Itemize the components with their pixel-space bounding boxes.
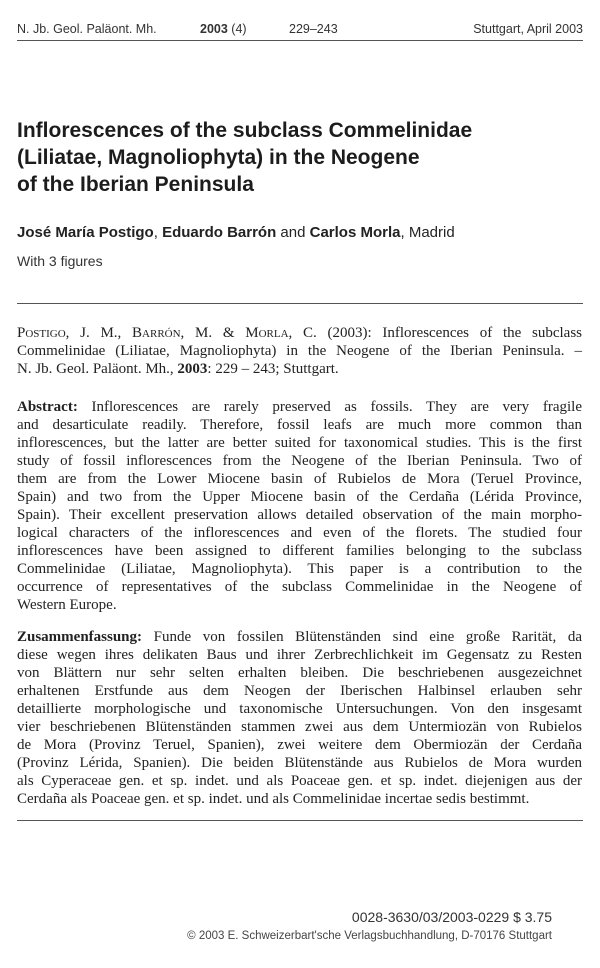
zusammenfassung-line: vier beschriebenen Blütenständen stammen zwei aus dem Untermiozän von Rubielos: [17, 719, 582, 735]
title-line: (Liliatae, Magnoliophyta) in the Neogene: [17, 146, 420, 169]
zusammenfassung-line: von Blättern nur sehr selten erhalten bleiben. Die beschriebenen ausgezeichnet: [17, 665, 582, 681]
abstract: [17, 398, 582, 614]
issue: (4): [231, 22, 247, 36]
abstract-label: Abstract:: [17, 399, 78, 415]
title-line: Inflorescences of the subclass Commelinidae: [17, 119, 473, 142]
citation-line: [17, 324, 582, 342]
author-name: Eduardo Barrón: [162, 224, 277, 241]
abstract-line: study of fossil inflorescences from the Neogene of the Iberian Peninsula. Two of: [17, 453, 582, 469]
copyright-notice: © 2003 E. Schweizerbart'sche Verlagsbuchhandlung, D-70176 Stuttgart: [187, 930, 552, 942]
header-rule: [17, 40, 583, 41]
title-line: of the Iberian Peninsula: [17, 173, 254, 196]
zusammenfassung-line: de Mora (Provinz Teruel, Spanien), zwei weitere dem Obermiozän der Cerdaña: [17, 737, 582, 753]
volume-year: [200, 22, 247, 36]
author-separator: and: [276, 224, 310, 241]
citation-line: [17, 360, 582, 378]
abstract-line: Commelinidae (Liliatae, Magnoliophyta). This paper is a contribution to the: [17, 561, 582, 577]
section-rule: [17, 820, 583, 821]
abstract-line: inflorescences have been assigned to different families belonging to the subclass: [17, 543, 582, 559]
author-location: , Madrid: [400, 224, 455, 241]
citation-authors: Postigo, J. M., Barrón, M. & Morla, C.: [17, 325, 317, 341]
author-name: Carlos Morla: [309, 224, 401, 241]
abstract-line: Western Europe.: [17, 597, 117, 613]
abstract-line: them are from the Lower Miocene basin of Rubielos de Mora (Teruel Province,: [17, 471, 582, 487]
zusammenfassung: [17, 628, 582, 808]
figures-note: With 3 figures: [17, 253, 103, 269]
citation-text: (2003): Inflorescences of the subclass: [316, 325, 583, 341]
zusammenfassung-label: Zusammenfassung:: [17, 629, 143, 645]
running-header: [17, 22, 583, 40]
zusammenfassung-line: detaillierte morphologische und taxonomische Untersuchungen. Von den insgesamt: [17, 701, 582, 717]
citation-journal: N. Jb. Geol. Paläont. Mh.,: [17, 361, 178, 377]
author-line: [17, 224, 455, 241]
journal-name: N. Jb. Geol. Paläont. Mh.: [17, 22, 157, 36]
zusammenfassung-line: [17, 628, 582, 646]
author-separator: ,: [153, 224, 163, 241]
place-date: Stuttgart, April 2003: [473, 22, 583, 36]
issn-price: 0028-3630/03/2003-0229 $ 3.75: [351, 909, 552, 925]
abstract-line: and desarticulate readily. Therefore, fossil leafs are much more common than: [17, 417, 582, 433]
zusammenfassung-line: erhaltenen Erstfunde aus dem Neogen der Iberischen Halbinsel erlauben sehr: [17, 683, 582, 699]
zusammenfassung-line: als Cyperaceae gen. et sp. indet. und als Poaceae gen. et sp. indet. diejenigen aus der: [17, 773, 582, 789]
citation: [17, 324, 582, 378]
year: 2003: [200, 22, 228, 36]
author-name: José María Postigo: [17, 224, 154, 241]
zusammenfassung-line: (Provinz Lérida, Spanien). Die beiden Blütenstände aus Rubielos de Mora wurden: [17, 755, 582, 771]
section-rule: [17, 303, 583, 304]
abstract-line: logical characters of the inflorescences and even of the florets. The studied four: [17, 525, 582, 541]
article-title: [17, 117, 583, 198]
page-range: 229–243: [289, 22, 338, 36]
abstract-line: Spain). Their excellent preservation allows detailed observation of the main morpho-: [17, 507, 582, 523]
abstract-line: [17, 398, 582, 416]
zusammenfassung-text: Funde von fossilen Blütenständen sind eine große Rarität, da: [142, 629, 582, 645]
zusammenfassung-line: diese wegen ihres delikaten Baus und ihrer Zerbrechlichkeit im Gegensatz zu Resten: [17, 647, 582, 663]
abstract-line: occurrence of representatives of the subclass Commelinidae in the Neogene of: [17, 579, 582, 595]
citation-line: Commelinidae (Liliatae, Magnoliophyta) in the Neogene of the Iberian Peninsula. –: [17, 343, 582, 359]
citation-pages: : 229 – 243; Stuttgart.: [207, 361, 339, 377]
citation-year: 2003: [177, 361, 208, 377]
abstract-line: inflorescences, but the latter are better suited for taxonomical studies. This is the first: [17, 435, 582, 451]
zusammenfassung-line: Cerdaña als Poaceae gen. et sp. indet. und als Commelinidae incertae sedis bestimmt.: [17, 791, 530, 807]
abstract-line: Spain) and two from the Upper Miocene basin of the Cerdaña (Lérida Province,: [17, 489, 582, 505]
abstract-text: Inflorescences are rarely preserved as fossils. They are very fragile: [77, 399, 582, 415]
